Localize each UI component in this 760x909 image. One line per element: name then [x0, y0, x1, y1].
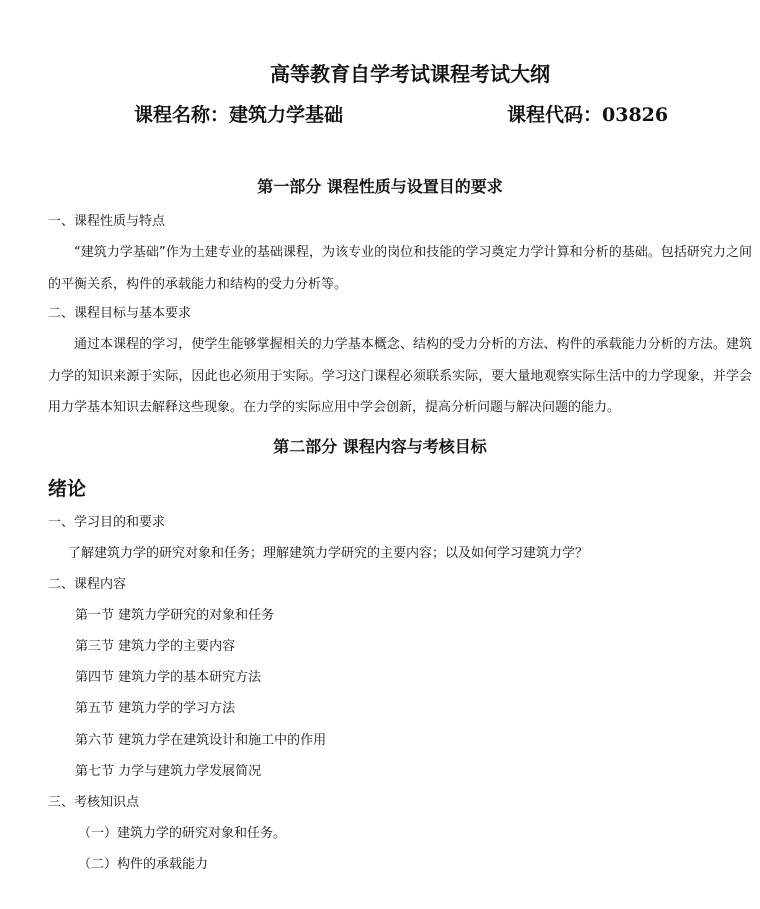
part2-section1-text: 了解建筑力学的研究对象和任务；理解建筑力学研究的主要内容；以及如何学习建筑力学？ — [68, 546, 589, 561]
content-item: 第一节 建筑力学研究的对象和任务 — [75, 608, 275, 623]
content-item: 第五节 建筑力学的学习方法 — [75, 701, 236, 716]
part2-section3-heading: 三、考核知识点 — [48, 795, 140, 810]
document-title: 高等教育自学考试课程考试大纲 — [270, 62, 550, 86]
content-item: 第四节 建筑力学的基本研究方法 — [75, 670, 262, 685]
knowledge-point: （二）构件的承载能力 — [78, 857, 209, 872]
knowledge-point: （一）建筑力学的研究对象和任务。 — [78, 826, 287, 841]
part1-heading: 第一部分 课程性质与设置目的要求 — [257, 177, 503, 196]
part1-section1-paragraph: “建筑力学基础”作为土建专业的基础课程，为该专业的岗位和技能的学习奠定力学计算和分析的基础。包括研究力之间的平衡关系，构件的承载能力和结构的受力分析等。 — [48, 245, 752, 292]
content-item: 第六节 建筑力学在建筑设计和施工中的作用 — [75, 733, 327, 748]
part2-section1-heading: 一、学习目的和要求 — [48, 515, 166, 530]
content-item: 第七节 力学与建筑力学发展简况 — [75, 764, 262, 779]
part2-heading: 第二部分 课程内容与考核目标 — [273, 437, 487, 456]
course-name: 课程名称：建筑力学基础 — [134, 104, 344, 126]
part1-section2-heading: 二、课程目标与基本要求 — [48, 306, 192, 321]
part1-section1-heading: 一、课程性质与特点 — [48, 214, 166, 229]
content-item: 第三节 建筑力学的主要内容 — [75, 639, 236, 654]
part2-section2-heading: 二、课程内容 — [48, 577, 127, 592]
course-code: 课程代码：03826 — [507, 104, 669, 126]
chapter-heading: 绪论 — [48, 478, 87, 500]
part1-section2-paragraph: 通过本课程的学习，使学生能够掌握相关的力学基本概念、结构的受力分析的方法、构件的承载能力分析的方法。建筑力学的知识来源于实际，因此也必须用于实际。学习这门课程必须联系实际，要大量地观察实际生活中的力学现象，并学会用力学基本知识去解释这些现象。在力学的实际应用中学会创新，提高分析问题与解决问题的能力。 — [48, 337, 752, 415]
